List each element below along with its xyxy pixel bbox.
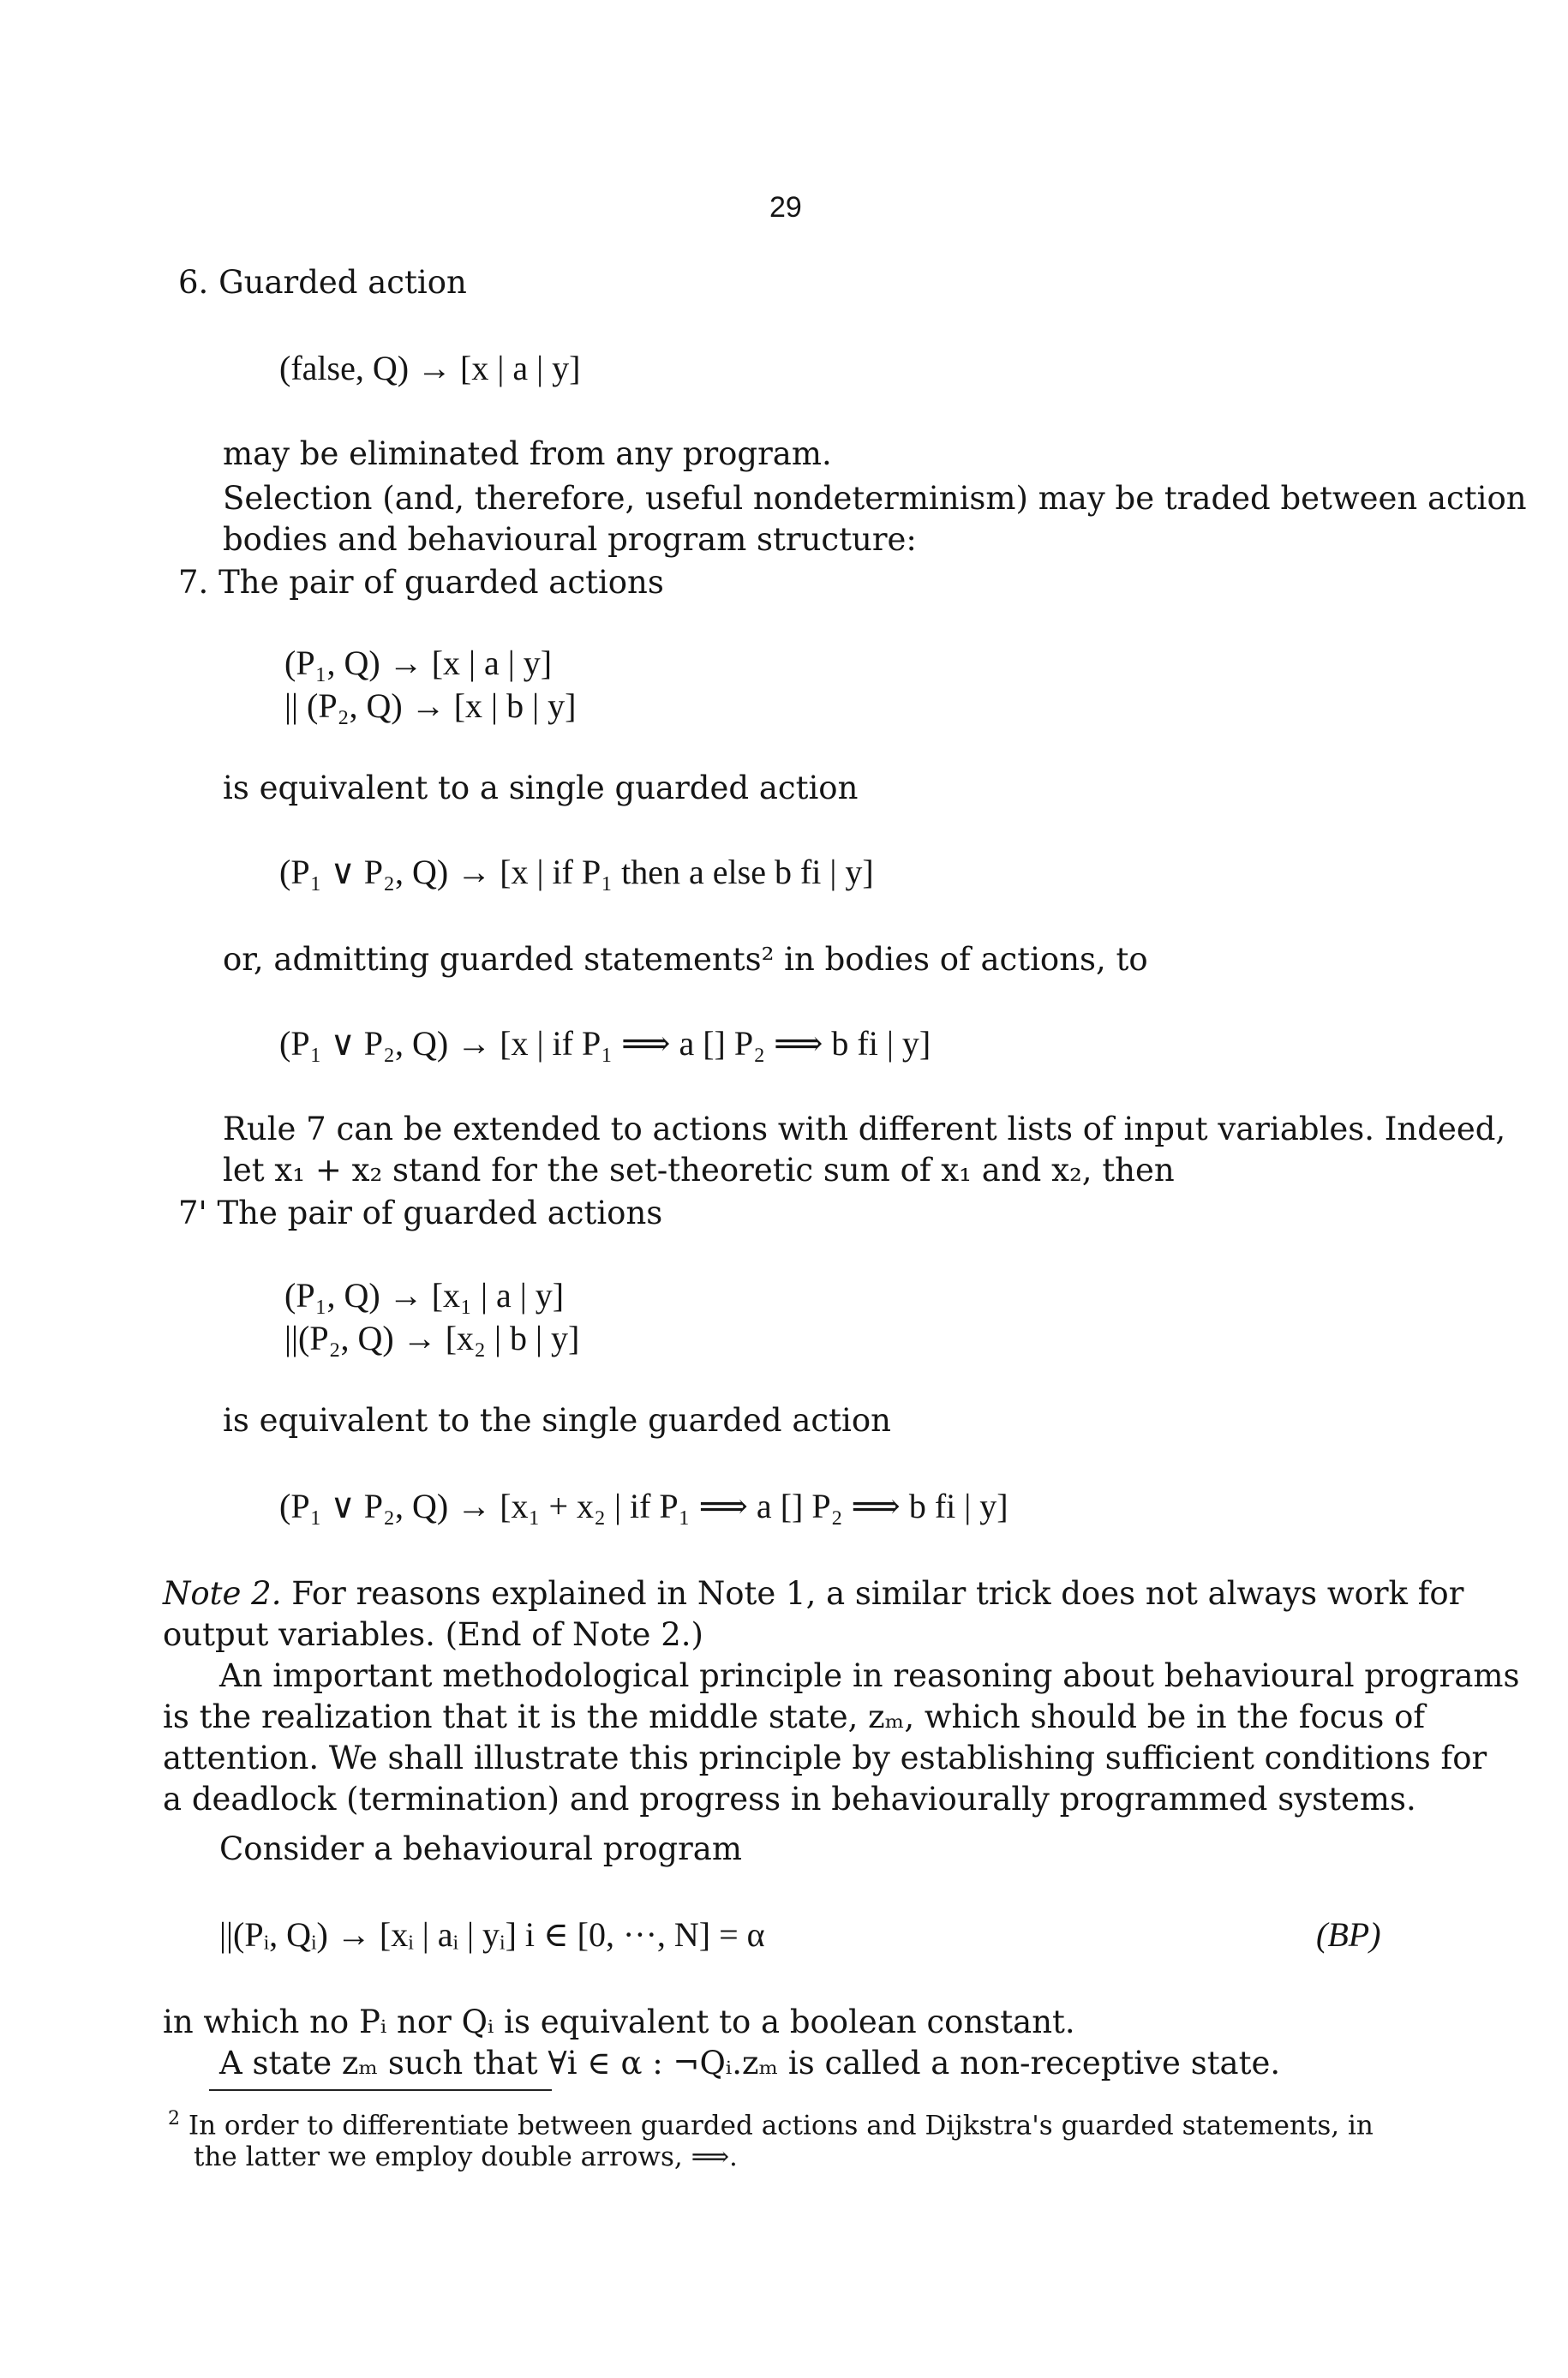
no-pi-text: in which no Pᵢ nor Qᵢ is equivalent to a boolean constant. [163, 2004, 1075, 2040]
item-7p-title: The pair of guarded actions [217, 1195, 663, 1231]
rule7-line-1: Rule 7 can be extended to actions with different lists of input variables. Indeed, [223, 1111, 1506, 1147]
item-7p-heading [178, 1193, 662, 1234]
consider-text: Consider a behavioural program [219, 1830, 742, 1867]
formula-7-guarded: (P₁ ∨ P₂, Q) → [x | if P₁ ⟹ a [] P₂ ⟹ b fi | y] [279, 1024, 931, 1063]
footnote-rule [209, 2089, 552, 2091]
formula-7p-line-2: ||(P₂, Q) → [x₂ | b | y] [284, 1319, 580, 1357]
footnote-line-2: the latter we employ double arrows, ⟹. [194, 2141, 738, 2172]
selection-line-2: bodies and behavioural program structure: [223, 521, 917, 558]
para-line-3: attention. We shall illustrate this principle by establishing sufficient conditions for [163, 1740, 1487, 1776]
nonreceptive-text: A state zₘ such that ∀i ∈ α : ¬Qᵢ.zₘ is called a non-receptive state. [219, 2045, 1281, 2081]
item-7p-equiv: is equivalent to the single guarded action [223, 1402, 891, 1439]
item-7-heading [178, 562, 664, 603]
para-line-4: a deadlock (termination) and progress in behaviourally programmed systems. [163, 1781, 1416, 1818]
formula-7-line-1: (P₁, Q) → [x | a | y] [284, 644, 553, 682]
item-7p-number: 7' [178, 1195, 207, 1231]
footnote-text-1: In order to differentiate between guarded actions and Dijkstra's guarded statements, in [180, 2110, 1373, 2141]
para-line-1: An important methodological principle in reasoning about behavioural programs [219, 1657, 1520, 1694]
item-6-title: Guarded action [218, 264, 467, 301]
footnote-mark: 2 [168, 2108, 180, 2129]
item-7-number: 7. [178, 564, 209, 601]
note-2-line-2: output variables. (End of Note 2.) [163, 1616, 703, 1653]
bp-formula: ||(Pᵢ, Qᵢ) → [xᵢ | aᵢ | yᵢ] i ∈ [0, ···, N] = α [219, 1915, 765, 1954]
selection-line-1: Selection (and, therefore, useful nondeterminism) may be traded between action [223, 480, 1527, 517]
bp-label: (BP) [1316, 1915, 1381, 1954]
item-7-or: or, admitting guarded statements² in bodies of actions, to [223, 941, 1148, 978]
note-2-label: Note 2. [163, 1575, 282, 1612]
item-6-number: 6. [178, 264, 209, 301]
note-2-text-1: For reasons explained in Note 1, a similar trick does not always work for [281, 1575, 1464, 1612]
formula-7p-line-1: (P₁, Q) → [x₁ | a | y] [284, 1276, 565, 1315]
formula-7-line-2: || (P₂, Q) → [x | b | y] [284, 686, 577, 725]
rule7-line-2: let x₁ + x₂ stand for the set-theoretic sum of x₁ and x₂, then [223, 1152, 1175, 1189]
item-7-title: The pair of guarded actions [218, 564, 664, 601]
item-7-equiv: is equivalent to a single guarded action [223, 770, 859, 806]
formula-7-single: (P₁ ∨ P₂, Q) → [x | if P₁ then a else b fi | y] [279, 853, 874, 891]
item-6-heading [178, 262, 467, 303]
page-number: 29 [769, 191, 802, 224]
note-2-line-1 [163, 1573, 1463, 1614]
formula-6: (false, Q) → [x | a | y] [279, 349, 581, 387]
formula-7p-single: (P₁ ∨ P₂, Q) → [x₁ + x₂ | if P₁ ⟹ a [] P₂ ⟹ b fi | y] [279, 1487, 1008, 1525]
item-6-text: may be eliminated from any program. [223, 435, 832, 472]
para-line-2: is the realization that it is the middle state, zₘ, which should be in the focus of [163, 1698, 1426, 1735]
footnote-line-1 [168, 2101, 1373, 2143]
